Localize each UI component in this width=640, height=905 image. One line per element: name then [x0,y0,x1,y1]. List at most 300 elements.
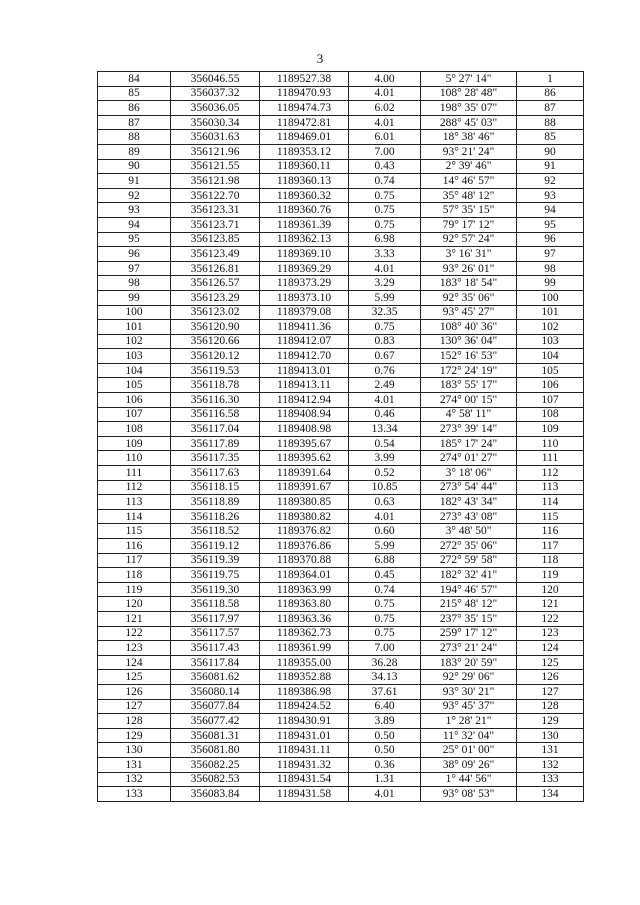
table-row [98,509,584,524]
x-coordinate-cell: 356118.58 [171,597,260,612]
table-row [98,290,584,305]
bearing-cell: 273° 54' 44" [421,480,517,495]
x-coordinate-cell: 356077.84 [171,699,260,714]
table-row [98,743,584,758]
bearing-cell: 25° 01' 00" [421,743,517,758]
table-row [98,203,584,218]
x-coordinate-cell: 356121.98 [171,174,260,189]
distance-cell: 0.76 [349,363,421,378]
table-row [98,495,584,510]
x-coordinate-cell: 356120.12 [171,349,260,364]
point-number-cell: 131 [98,757,171,772]
distance-cell: 3.99 [349,451,421,466]
point-number-cell: 115 [98,524,171,539]
y-coordinate-cell: 1189369.10 [260,247,349,262]
y-coordinate-cell: 1189376.82 [260,524,349,539]
y-coordinate-cell: 1189361.39 [260,217,349,232]
table-row [98,757,584,772]
next-point-cell: 106 [517,378,584,393]
bearing-cell: 152° 16' 53" [421,349,517,364]
table-row [98,787,584,802]
x-coordinate-cell: 356083.84 [171,787,260,802]
table-row [98,320,584,335]
bearing-cell: 183° 20' 59" [421,655,517,670]
x-coordinate-cell: 356037.32 [171,86,260,101]
x-coordinate-cell: 356120.66 [171,334,260,349]
point-number-cell: 94 [98,217,171,232]
bearing-cell: 194° 46' 57" [421,582,517,597]
distance-cell: 0.75 [349,203,421,218]
table-row [98,451,584,466]
x-coordinate-cell: 356121.96 [171,144,260,159]
distance-cell: 0.45 [349,568,421,583]
table-row [98,699,584,714]
x-coordinate-cell: 356119.12 [171,539,260,554]
y-coordinate-cell: 1189424.52 [260,699,349,714]
x-coordinate-cell: 356118.52 [171,524,260,539]
next-point-cell: 130 [517,728,584,743]
x-coordinate-cell: 356126.81 [171,261,260,276]
x-coordinate-cell: 356123.85 [171,232,260,247]
table-row [98,334,584,349]
x-coordinate-cell: 356120.90 [171,320,260,335]
x-coordinate-cell: 356118.89 [171,495,260,510]
y-coordinate-cell: 1189412.07 [260,334,349,349]
bearing-cell: 237° 35' 15" [421,611,517,626]
x-coordinate-cell: 356118.26 [171,509,260,524]
next-point-cell: 86 [517,86,584,101]
table-row [98,72,584,87]
next-point-cell: 85 [517,130,584,145]
x-coordinate-cell: 356118.15 [171,480,260,495]
bearing-cell: 183° 55' 17" [421,378,517,393]
y-coordinate-cell: 1189391.64 [260,466,349,481]
distance-cell: 0.75 [349,217,421,232]
table-row [98,641,584,656]
y-coordinate-cell: 1189373.29 [260,276,349,291]
bearing-cell: 273° 21' 24" [421,641,517,656]
bearing-cell: 183° 18' 54" [421,276,517,291]
next-point-cell: 111 [517,451,584,466]
distance-cell: 4.01 [349,787,421,802]
next-point-cell: 109 [517,422,584,437]
point-number-cell: 106 [98,393,171,408]
distance-cell: 0.75 [349,611,421,626]
bearing-cell: 18° 38' 46" [421,130,517,145]
table-row [98,524,584,539]
distance-cell: 0.36 [349,757,421,772]
distance-cell: 0.75 [349,597,421,612]
bearing-cell: 108° 28' 48" [421,86,517,101]
y-coordinate-cell: 1189391.67 [260,480,349,495]
next-point-cell: 114 [517,495,584,510]
bearing-cell: 1° 28' 21" [421,714,517,729]
page-number: 3 [316,51,324,66]
distance-cell: 36.28 [349,655,421,670]
x-coordinate-cell: 356121.55 [171,159,260,174]
x-coordinate-cell: 356117.57 [171,626,260,641]
next-point-cell: 118 [517,553,584,568]
point-number-cell: 89 [98,144,171,159]
point-number-cell: 100 [98,305,171,320]
distance-cell: 6.01 [349,130,421,145]
y-coordinate-cell: 1189363.36 [260,611,349,626]
next-point-cell: 134 [517,787,584,802]
table-row [98,582,584,597]
next-point-cell: 96 [517,232,584,247]
next-point-cell: 98 [517,261,584,276]
table-row [98,349,584,364]
bearing-cell: 172° 24' 19" [421,363,517,378]
table-row [98,407,584,422]
y-coordinate-cell: 1189470.93 [260,86,349,101]
point-number-cell: 85 [98,86,171,101]
point-number-cell: 116 [98,539,171,554]
distance-cell: 0.46 [349,407,421,422]
table-row [98,422,584,437]
point-number-cell: 86 [98,101,171,116]
x-coordinate-cell: 356030.34 [171,115,260,130]
point-number-cell: 130 [98,743,171,758]
bearing-cell: 108° 40' 36" [421,320,517,335]
next-point-cell: 122 [517,611,584,626]
next-point-cell: 124 [517,641,584,656]
bearing-cell: 57° 35' 15" [421,203,517,218]
table-row [98,247,584,262]
distance-cell: 4.01 [349,261,421,276]
point-number-cell: 93 [98,203,171,218]
bearing-cell: 35° 48' 12" [421,188,517,203]
bearing-cell: 185° 17' 24" [421,436,517,451]
next-point-cell: 131 [517,743,584,758]
table-row [98,568,584,583]
x-coordinate-cell: 356119.39 [171,553,260,568]
bearing-cell: 274° 01' 27" [421,451,517,466]
point-number-cell: 123 [98,641,171,656]
bearing-cell: 272° 59' 58" [421,553,517,568]
x-coordinate-cell: 356081.80 [171,743,260,758]
x-coordinate-cell: 356081.62 [171,670,260,685]
x-coordinate-cell: 356122.70 [171,188,260,203]
coordinates-table [97,71,584,802]
table-row [98,436,584,451]
next-point-cell: 1 [517,72,584,87]
table-row [98,86,584,101]
distance-cell: 0.75 [349,626,421,641]
point-number-cell: 128 [98,714,171,729]
distance-cell: 3.29 [349,276,421,291]
x-coordinate-cell: 356081.31 [171,728,260,743]
bearing-cell: 182° 43' 34" [421,495,517,510]
y-coordinate-cell: 1189360.13 [260,174,349,189]
table-row [98,728,584,743]
bearing-cell: 130° 36' 04" [421,334,517,349]
y-coordinate-cell: 1189408.94 [260,407,349,422]
table-row [98,130,584,145]
next-point-cell: 105 [517,363,584,378]
next-point-cell: 125 [517,655,584,670]
next-point-cell: 102 [517,320,584,335]
x-coordinate-cell: 356123.49 [171,247,260,262]
point-number-cell: 122 [98,626,171,641]
table-row [98,144,584,159]
x-coordinate-cell: 356077.42 [171,714,260,729]
bearing-cell: 92° 35' 06" [421,290,517,305]
x-coordinate-cell: 356031.63 [171,130,260,145]
distance-cell: 0.63 [349,495,421,510]
point-number-cell: 121 [98,611,171,626]
x-coordinate-cell: 356036.05 [171,101,260,116]
next-point-cell: 88 [517,115,584,130]
point-number-cell: 84 [98,72,171,87]
bearing-cell: 1° 44' 56" [421,772,517,787]
distance-cell: 4.00 [349,72,421,87]
table-row [98,276,584,291]
bearing-cell: 4° 58' 11" [421,407,517,422]
y-coordinate-cell: 1189360.76 [260,203,349,218]
point-number-cell: 126 [98,684,171,699]
y-coordinate-cell: 1189395.62 [260,451,349,466]
x-coordinate-cell: 356117.43 [171,641,260,656]
table-row [98,466,584,481]
distance-cell: 5.99 [349,539,421,554]
table-row [98,393,584,408]
next-point-cell: 123 [517,626,584,641]
bearing-cell: 93° 30' 21" [421,684,517,699]
distance-cell: 0.75 [349,320,421,335]
point-number-cell: 97 [98,261,171,276]
distance-cell: 6.98 [349,232,421,247]
y-coordinate-cell: 1189380.85 [260,495,349,510]
x-coordinate-cell: 356117.63 [171,466,260,481]
point-number-cell: 87 [98,115,171,130]
x-coordinate-cell: 356123.71 [171,217,260,232]
distance-cell: 6.88 [349,553,421,568]
y-coordinate-cell: 1189395.67 [260,436,349,451]
y-coordinate-cell: 1189355.00 [260,655,349,670]
next-point-cell: 119 [517,568,584,583]
next-point-cell: 93 [517,188,584,203]
x-coordinate-cell: 356046.55 [171,72,260,87]
point-number-cell: 107 [98,407,171,422]
next-point-cell: 126 [517,670,584,685]
y-coordinate-cell: 1189353.12 [260,144,349,159]
table-row [98,217,584,232]
y-coordinate-cell: 1189412.70 [260,349,349,364]
table-row [98,684,584,699]
bearing-cell: 93° 21' 24" [421,144,517,159]
next-point-cell: 97 [517,247,584,262]
point-number-cell: 91 [98,174,171,189]
table-row [98,772,584,787]
distance-cell: 6.02 [349,101,421,116]
coordinates-table-body [98,72,584,802]
distance-cell: 0.83 [349,334,421,349]
distance-cell: 1.31 [349,772,421,787]
point-number-cell: 132 [98,772,171,787]
point-number-cell: 108 [98,422,171,437]
distance-cell: 5.99 [349,290,421,305]
bearing-cell: 5° 27' 14" [421,72,517,87]
bearing-cell: 93° 08' 53" [421,787,517,802]
next-point-cell: 116 [517,524,584,539]
next-point-cell: 115 [517,509,584,524]
y-coordinate-cell: 1189376.86 [260,539,349,554]
point-number-cell: 111 [98,466,171,481]
y-coordinate-cell: 1189413.11 [260,378,349,393]
next-point-cell: 99 [517,276,584,291]
table-row [98,305,584,320]
x-coordinate-cell: 356119.75 [171,568,260,583]
distance-cell: 3.33 [349,247,421,262]
bearing-cell: 273° 43' 08" [421,509,517,524]
bearing-cell: 3° 16' 31" [421,247,517,262]
next-point-cell: 91 [517,159,584,174]
x-coordinate-cell: 356080.14 [171,684,260,699]
x-coordinate-cell: 356117.89 [171,436,260,451]
bearing-cell: 198° 35' 07" [421,101,517,116]
point-number-cell: 114 [98,509,171,524]
x-coordinate-cell: 356117.97 [171,611,260,626]
point-number-cell: 90 [98,159,171,174]
table-row [98,611,584,626]
next-point-cell: 112 [517,466,584,481]
y-coordinate-cell: 1189352.88 [260,670,349,685]
next-point-cell: 92 [517,174,584,189]
point-number-cell: 96 [98,247,171,262]
table-row [98,597,584,612]
bearing-cell: 11° 32' 04" [421,728,517,743]
distance-cell: 0.67 [349,349,421,364]
y-coordinate-cell: 1189362.13 [260,232,349,247]
point-number-cell: 110 [98,451,171,466]
bearing-cell: 272° 35' 06" [421,539,517,554]
x-coordinate-cell: 356116.30 [171,393,260,408]
y-coordinate-cell: 1189413.01 [260,363,349,378]
next-point-cell: 110 [517,436,584,451]
next-point-cell: 90 [517,144,584,159]
y-coordinate-cell: 1189431.01 [260,728,349,743]
distance-cell: 13.34 [349,422,421,437]
distance-cell: 0.50 [349,743,421,758]
bearing-cell: 93° 45' 27" [421,305,517,320]
point-number-cell: 88 [98,130,171,145]
point-number-cell: 117 [98,553,171,568]
y-coordinate-cell: 1189362.73 [260,626,349,641]
y-coordinate-cell: 1189360.32 [260,188,349,203]
point-number-cell: 102 [98,334,171,349]
distance-cell: 6.40 [349,699,421,714]
point-number-cell: 99 [98,290,171,305]
bearing-cell: 215° 48' 12" [421,597,517,612]
point-number-cell: 95 [98,232,171,247]
y-coordinate-cell: 1189380.82 [260,509,349,524]
distance-cell: 2.49 [349,378,421,393]
y-coordinate-cell: 1189431.58 [260,787,349,802]
table-row [98,670,584,685]
distance-cell: 0.74 [349,582,421,597]
table-row [98,539,584,554]
distance-cell: 4.01 [349,115,421,130]
next-point-cell: 129 [517,714,584,729]
y-coordinate-cell: 1189411.36 [260,320,349,335]
distance-cell: 0.52 [349,466,421,481]
y-coordinate-cell: 1189361.99 [260,641,349,656]
next-point-cell: 107 [517,393,584,408]
distance-cell: 0.75 [349,188,421,203]
point-number-cell: 127 [98,699,171,714]
y-coordinate-cell: 1189431.32 [260,757,349,772]
table-row [98,378,584,393]
point-number-cell: 125 [98,670,171,685]
y-coordinate-cell: 1189408.98 [260,422,349,437]
y-coordinate-cell: 1189364.01 [260,568,349,583]
next-point-cell: 87 [517,101,584,116]
x-coordinate-cell: 356117.84 [171,655,260,670]
y-coordinate-cell: 1189363.80 [260,597,349,612]
distance-cell: 0.74 [349,174,421,189]
bearing-cell: 259° 17' 12" [421,626,517,641]
y-coordinate-cell: 1189431.11 [260,743,349,758]
table-row [98,363,584,378]
next-point-cell: 95 [517,217,584,232]
point-number-cell: 98 [98,276,171,291]
bearing-cell: 79° 17' 12" [421,217,517,232]
distance-cell: 7.00 [349,641,421,656]
distance-cell: 32.35 [349,305,421,320]
distance-cell: 7.00 [349,144,421,159]
bearing-cell: 274° 00' 15" [421,393,517,408]
distance-cell: 37.61 [349,684,421,699]
point-number-cell: 113 [98,495,171,510]
distance-cell: 0.60 [349,524,421,539]
point-number-cell: 112 [98,480,171,495]
distance-cell: 4.01 [349,393,421,408]
bearing-cell: 38° 09' 26" [421,757,517,772]
x-coordinate-cell: 356123.02 [171,305,260,320]
table-row [98,115,584,130]
distance-cell: 0.54 [349,436,421,451]
bearing-cell: 182° 32' 41" [421,568,517,583]
y-coordinate-cell: 1189430.91 [260,714,349,729]
distance-cell: 0.50 [349,728,421,743]
y-coordinate-cell: 1189360.11 [260,159,349,174]
next-point-cell: 104 [517,349,584,364]
distance-cell: 3.89 [349,714,421,729]
y-coordinate-cell: 1189474.73 [260,101,349,116]
distance-cell: 10.85 [349,480,421,495]
bearing-cell: 93° 45' 37" [421,699,517,714]
next-point-cell: 113 [517,480,584,495]
table-row [98,101,584,116]
point-number-cell: 103 [98,349,171,364]
table-row [98,714,584,729]
distance-cell: 0.43 [349,159,421,174]
bearing-cell: 273° 39' 14" [421,422,517,437]
x-coordinate-cell: 356117.04 [171,422,260,437]
bearing-cell: 92° 29' 06" [421,670,517,685]
table-row [98,553,584,568]
point-number-cell: 119 [98,582,171,597]
table-row [98,159,584,174]
point-number-cell: 109 [98,436,171,451]
next-point-cell: 94 [517,203,584,218]
y-coordinate-cell: 1189373.10 [260,290,349,305]
table-row [98,232,584,247]
y-coordinate-cell: 1189370.88 [260,553,349,568]
point-number-cell: 133 [98,787,171,802]
table-row [98,174,584,189]
